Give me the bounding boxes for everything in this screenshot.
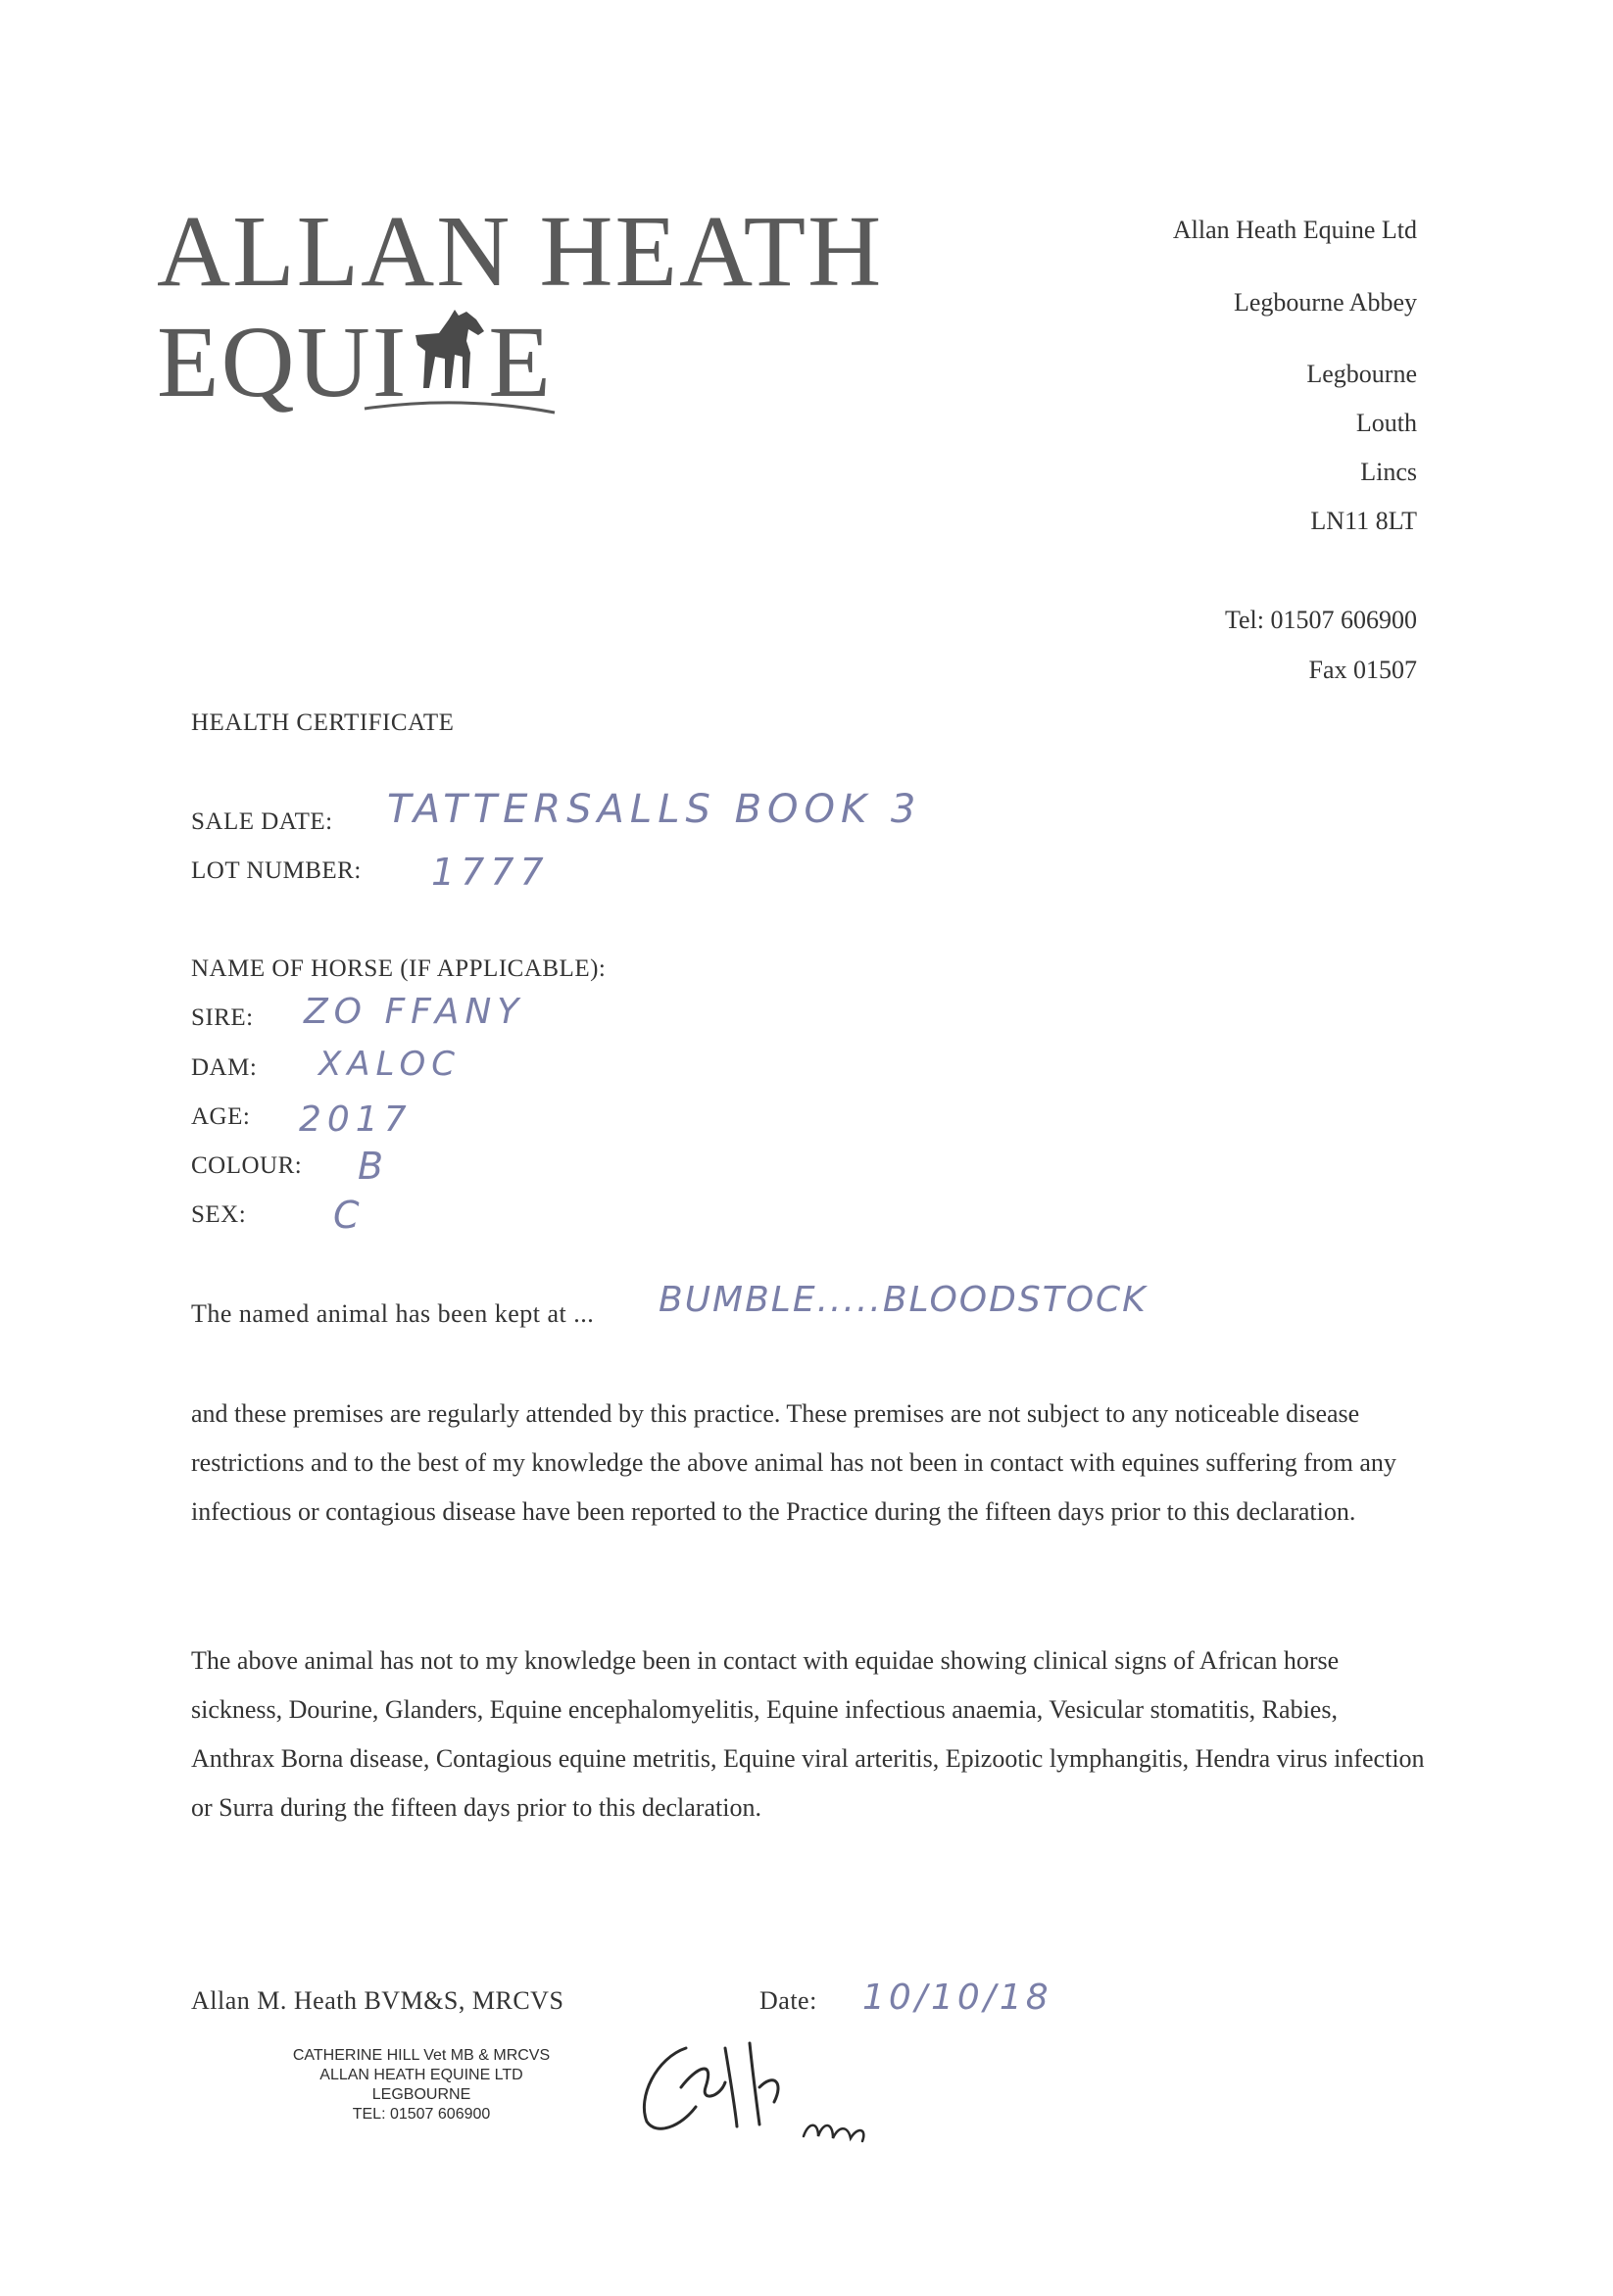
sale-date-label: SALE DATE: <box>191 808 333 835</box>
address-line-2: Legbourne <box>1306 360 1417 388</box>
lot-number-label: LOT NUMBER: <box>191 857 362 884</box>
date-value: 10/10/18 <box>862 1978 1052 2018</box>
company-name: Allan Heath Equine Ltd <box>1172 216 1417 244</box>
address-line-4: Lincs <box>1360 458 1417 486</box>
horse-name-label: NAME OF HORSE (IF APPLICABLE): <box>191 955 607 982</box>
sex-value: C <box>333 1194 366 1237</box>
stamp-line-1: CATHERINE HILL Vet MB & MRCVS <box>292 2047 551 2064</box>
colour-value: B <box>358 1145 390 1188</box>
declaration-paragraph-2: The above animal has not to my knowledge been in contact with equidae showing clinical signs of African horse sickness, Dourine, Glanders, Equine encephalomyelitis, Equine infectious anaemia, Vesicular stomatitis, Rabies, Anthrax Borna disease, Contagious equine metritis, Equine viral arteritis, Epizootic lymphangitis, Hendra virus infection or Surra during the fifteen days prior to this declaration. <box>191 1646 1425 1822</box>
stamp-line-3: LEGBOURNE <box>371 2086 471 2103</box>
logo-text-e: E <box>488 306 553 418</box>
vet-stamp <box>274 2046 568 2125</box>
sex-label: SEX: <box>191 1201 247 1228</box>
logo-swoosh <box>363 387 559 416</box>
dam-value: XALOC <box>318 1045 461 1084</box>
logo-text-line1: ALLAN HEATH <box>157 195 884 308</box>
declaration-paragraph-1: and these premises are regularly attended by this practice. These premises are not subject to any noticeable disease restrictions and to the best of my knowledge the above animal has not been in contact with equines suffering from any infectious or contagious disease have been reported to the Practice during the fifteen days prior to this declaration. <box>191 1399 1396 1526</box>
lot-number-value: 1777 <box>431 851 550 894</box>
age-label: AGE: <box>191 1103 251 1130</box>
address-line-1: Legbourne Abbey <box>1233 288 1417 317</box>
address-tel: Tel: 01507 606900 <box>1224 606 1417 634</box>
age-value: 2017 <box>299 1099 413 1140</box>
sire-value: ZO FFANY <box>304 992 525 1032</box>
horse-logo-icon <box>410 306 488 390</box>
address-fax: Fax 01507 <box>1308 656 1417 684</box>
handwritten-signature <box>627 2028 921 2156</box>
address-postcode: LN11 8LT <box>1310 507 1417 535</box>
kept-at-prefix: The named animal has been kept at ... <box>191 1299 595 1328</box>
stamp-line-2: ALLAN HEATH EQUINE LTD <box>319 2067 523 2083</box>
stamp-line-4: TEL: 01507 606900 <box>352 2106 491 2123</box>
logo-text-equi: EQUI <box>157 306 409 418</box>
sire-label: SIRE: <box>191 1004 254 1031</box>
sale-date-value: TATTERSALLS BOOK 3 <box>387 787 922 832</box>
address-line-3: Louth <box>1355 409 1417 437</box>
colour-label: COLOUR: <box>191 1152 303 1179</box>
kept-at-value: BUMBLE.....BLOODSTOCK <box>659 1280 1148 1320</box>
vet-name: Allan M. Heath BVM&S, MRCVS <box>191 1986 564 2015</box>
date-label: Date: <box>759 1986 817 2015</box>
dam-label: DAM: <box>191 1054 258 1081</box>
certificate-title: HEALTH CERTIFICATE <box>191 709 455 736</box>
